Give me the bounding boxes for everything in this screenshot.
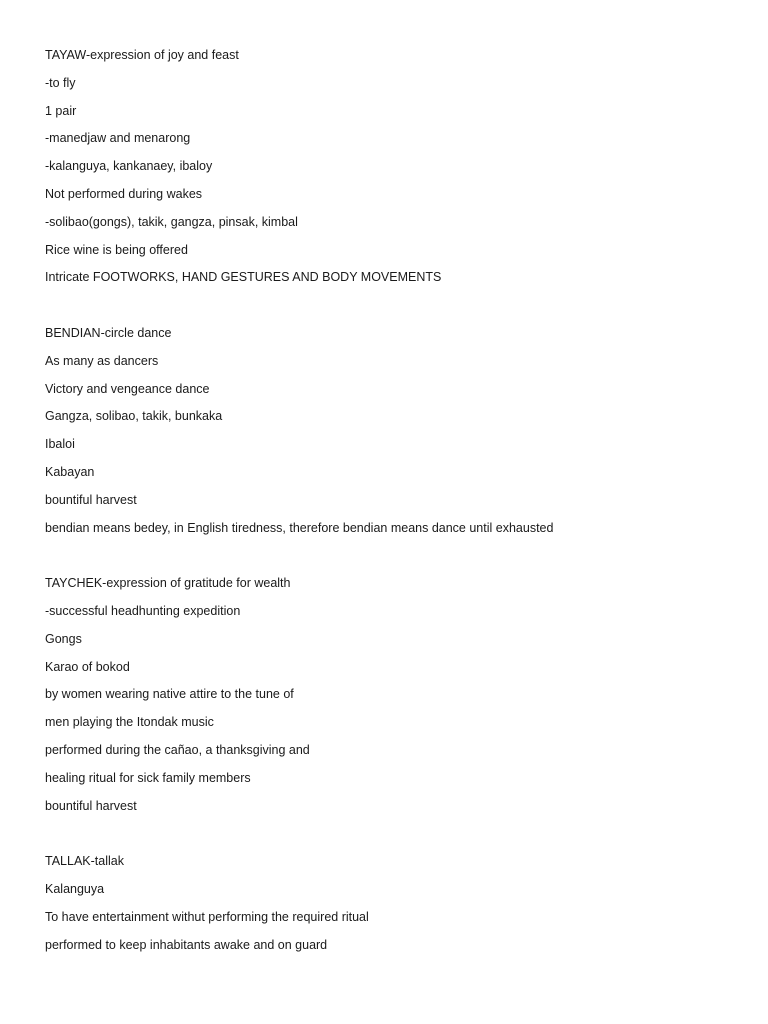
blank-line (45, 545, 735, 573)
text-line: 1 pair (45, 103, 77, 118)
section-tallak (45, 851, 735, 962)
blank-line (45, 295, 735, 323)
section-heading: BENDIAN-circle dance (45, 325, 172, 340)
text-line: -solibao(gongs), takik, gangza, pinsak, kimbal (45, 214, 298, 229)
text-line: Not performed during wakes (45, 186, 203, 201)
text-line: -to fly (45, 75, 76, 90)
text-line: bendian means bedey, in English tiredness, therefore bendian means dance until exhausted (45, 520, 554, 535)
text-line: -manedjaw and menarong (45, 131, 191, 146)
text-line: Victory and vengeance dance (45, 381, 210, 396)
text-line: Karao of bokod (45, 659, 130, 674)
text-line: Rice wine is being offered (45, 242, 188, 257)
section-bendian (45, 323, 735, 545)
text-line: Kabayan (45, 464, 95, 479)
text-line: bountiful harvest (45, 492, 137, 507)
text-line: As many as dancers (45, 353, 159, 368)
text-line: To have entertainment withut performing the required ritual (45, 909, 369, 924)
text-line: performed to keep inhabitants awake and on guard (45, 937, 328, 952)
text-line: Kalanguya (45, 881, 105, 896)
text-line: men playing the Itondak music (45, 715, 214, 730)
blank-line (45, 823, 735, 851)
text-line: healing ritual for sick family members (45, 770, 251, 785)
text-line: Gongs (45, 631, 82, 646)
text-line: -kalanguya, kankanaey, ibaloy (45, 159, 213, 174)
section-taychek (45, 573, 735, 823)
text-line: -successful headhunting expedition (45, 603, 241, 618)
section-heading: TAYCHEK-expression of gratitude for wealth (45, 576, 291, 591)
text-line: by women wearing native attire to the tune of (45, 687, 294, 702)
text-line: Intricate FOOTWORKS, HAND GESTURES AND BODY MOVEMENTS (45, 270, 442, 285)
document-page (45, 45, 735, 962)
text-line: bountiful harvest (45, 798, 137, 813)
section-tayaw (45, 45, 735, 295)
text-line: performed during the cañao, a thanksgiving and (45, 742, 310, 757)
section-heading: TALLAK-tallak (45, 854, 124, 869)
text-line: Gangza, solibao, takik, bunkaka (45, 409, 223, 424)
text-line: Ibaloi (45, 437, 75, 452)
section-heading: TAYAW-expression of joy and feast (45, 48, 239, 62)
